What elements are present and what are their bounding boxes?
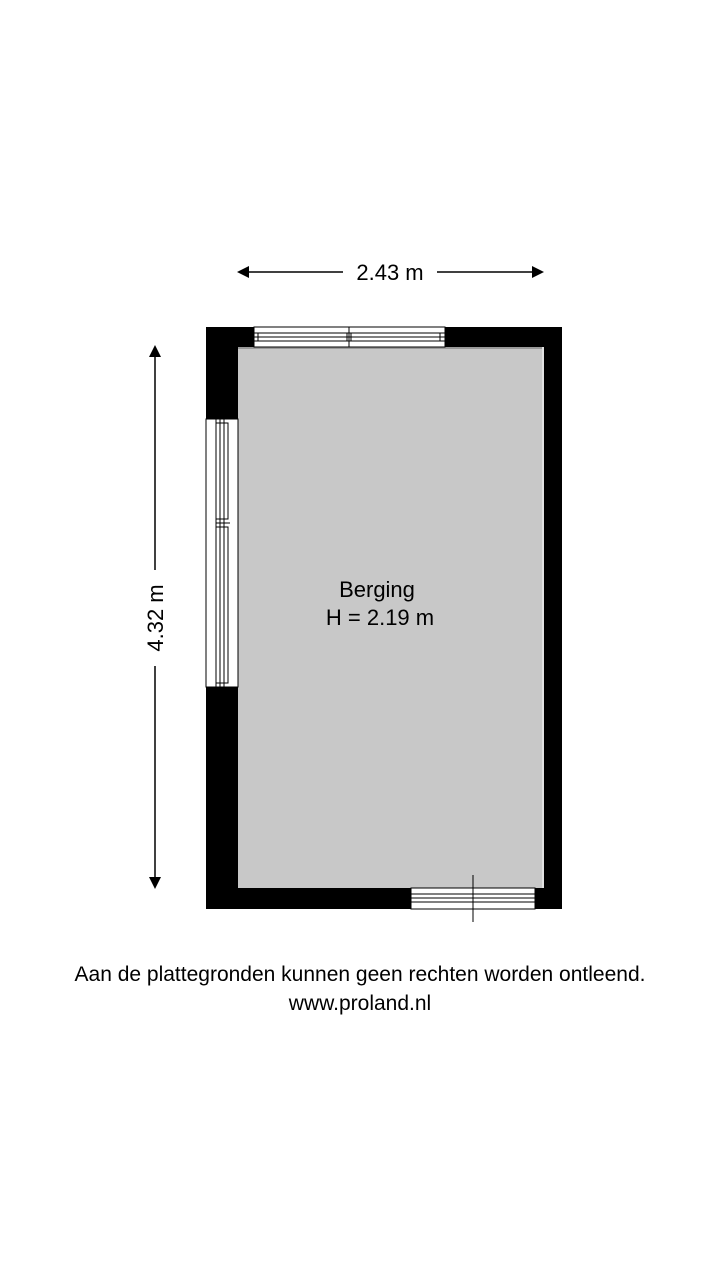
- length-arrow-bottom: [149, 877, 161, 889]
- width-arrow-right: [532, 266, 544, 278]
- disclaimer-text: Aan de plattegronden kunnen geen rechten worden ontleend.: [74, 963, 646, 986]
- window-left: [206, 419, 238, 687]
- width-dimension: [237, 260, 544, 285]
- length-arrow-top: [149, 345, 161, 357]
- width-arrow-left: [237, 266, 249, 278]
- width-dimension-label: 2.43 m: [356, 260, 424, 285]
- window-top: [254, 327, 445, 347]
- room-name-label: Berging: [339, 577, 415, 602]
- room-height-label: H = 2.19 m: [325, 605, 435, 630]
- length-dimension: [143, 345, 168, 889]
- website-text: www.proland.nl: [288, 992, 432, 1015]
- length-dimension-label: 4.32 m: [143, 584, 168, 652]
